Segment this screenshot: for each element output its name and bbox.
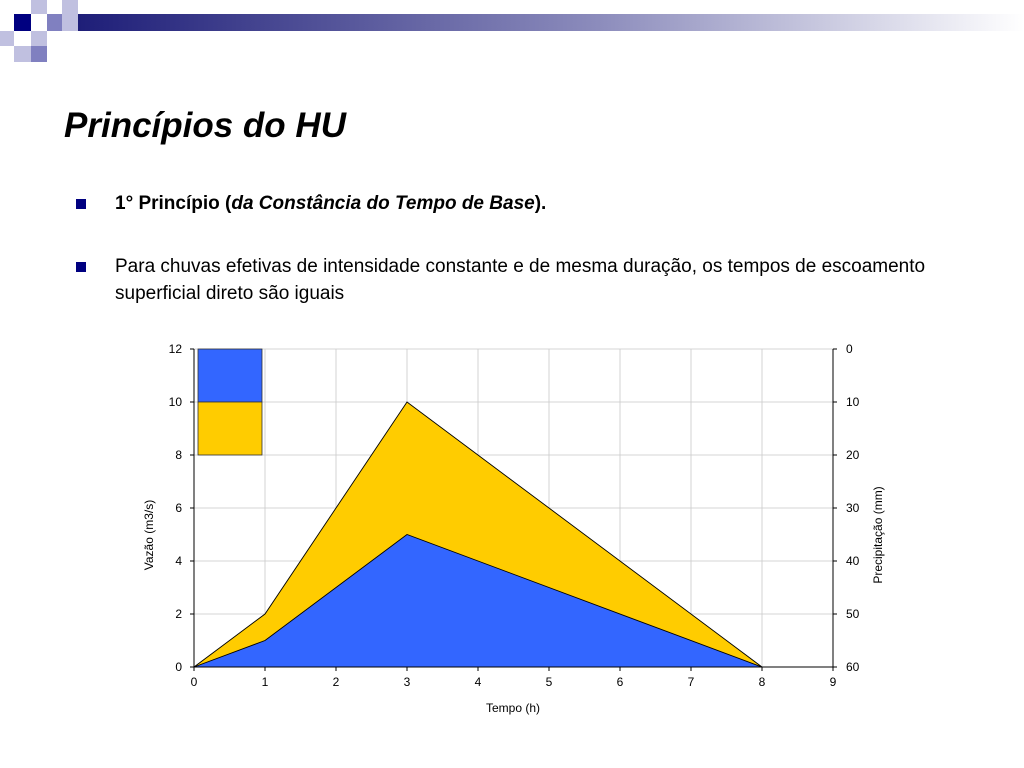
x-tick-label: 3 bbox=[403, 675, 411, 689]
deco-square bbox=[14, 14, 31, 31]
precipitation-bar-1 bbox=[198, 402, 262, 455]
description-text: Para chuvas efetivas de intensidade constante e de mesma duração, os tempos de escoamento superficial direto são iguais bbox=[115, 256, 926, 304]
header-gradient-bar bbox=[78, 14, 1024, 31]
x-tick-label: 5 bbox=[545, 675, 553, 689]
bullet-square-icon bbox=[76, 199, 86, 209]
precipitation-bar-0 bbox=[198, 349, 262, 402]
deco-square bbox=[31, 31, 47, 46]
deco-square bbox=[31, 0, 47, 14]
y2-axis-label: Precipitação (mm) bbox=[871, 486, 885, 584]
deco-square bbox=[62, 0, 78, 14]
y2-tick-label: 10 bbox=[846, 395, 860, 409]
deco-square bbox=[14, 46, 31, 62]
y2-tick-label: 60 bbox=[846, 660, 860, 674]
y2-tick-label: 20 bbox=[846, 448, 860, 462]
y-tick-label: 6 bbox=[175, 501, 182, 515]
x-tick-label: 8 bbox=[758, 675, 766, 689]
x-tick-label: 0 bbox=[190, 675, 198, 689]
x-tick-label: 2 bbox=[332, 675, 340, 689]
deco-square bbox=[0, 31, 14, 46]
chart-series bbox=[194, 402, 833, 667]
y-tick-label: 10 bbox=[168, 395, 182, 409]
x-tick-label: 6 bbox=[616, 675, 624, 689]
bullet-item-description bbox=[76, 253, 956, 307]
deco-square bbox=[47, 14, 62, 31]
y2-tick-label: 40 bbox=[846, 554, 860, 568]
precipitation-bars bbox=[198, 349, 262, 455]
x-tick-label: 7 bbox=[687, 675, 695, 689]
x-axis-label: Tempo (h) bbox=[485, 701, 541, 715]
principle-suffix: ). bbox=[534, 193, 547, 214]
y2-tick-label: 0 bbox=[846, 342, 853, 356]
slide-title: Princípios do HU bbox=[64, 106, 346, 145]
deco-square bbox=[62, 14, 78, 31]
bullet-square-icon bbox=[76, 262, 86, 272]
y-tick-label: 0 bbox=[175, 660, 182, 674]
principle-prefix: 1° Princípio ( bbox=[115, 193, 232, 214]
bullet-item-principle bbox=[76, 190, 956, 217]
header-decoration bbox=[0, 0, 1024, 62]
y2-tick-label: 30 bbox=[846, 501, 860, 515]
y-tick-label: 8 bbox=[175, 448, 182, 462]
hydrograph-chart bbox=[120, 332, 920, 732]
principle-name: da Constância do Tempo de Base bbox=[231, 193, 535, 214]
y-tick-label: 12 bbox=[168, 342, 182, 356]
y-axis-label: Vazão (m3/s) bbox=[142, 499, 156, 571]
x-tick-label: 9 bbox=[829, 675, 837, 689]
y-tick-label: 2 bbox=[175, 607, 182, 621]
y-tick-label: 4 bbox=[175, 554, 182, 568]
bullet-list bbox=[76, 190, 956, 307]
deco-square bbox=[31, 46, 47, 62]
y2-tick-label: 50 bbox=[846, 607, 860, 621]
x-tick-label: 4 bbox=[474, 675, 482, 689]
x-tick-label: 1 bbox=[261, 675, 269, 689]
